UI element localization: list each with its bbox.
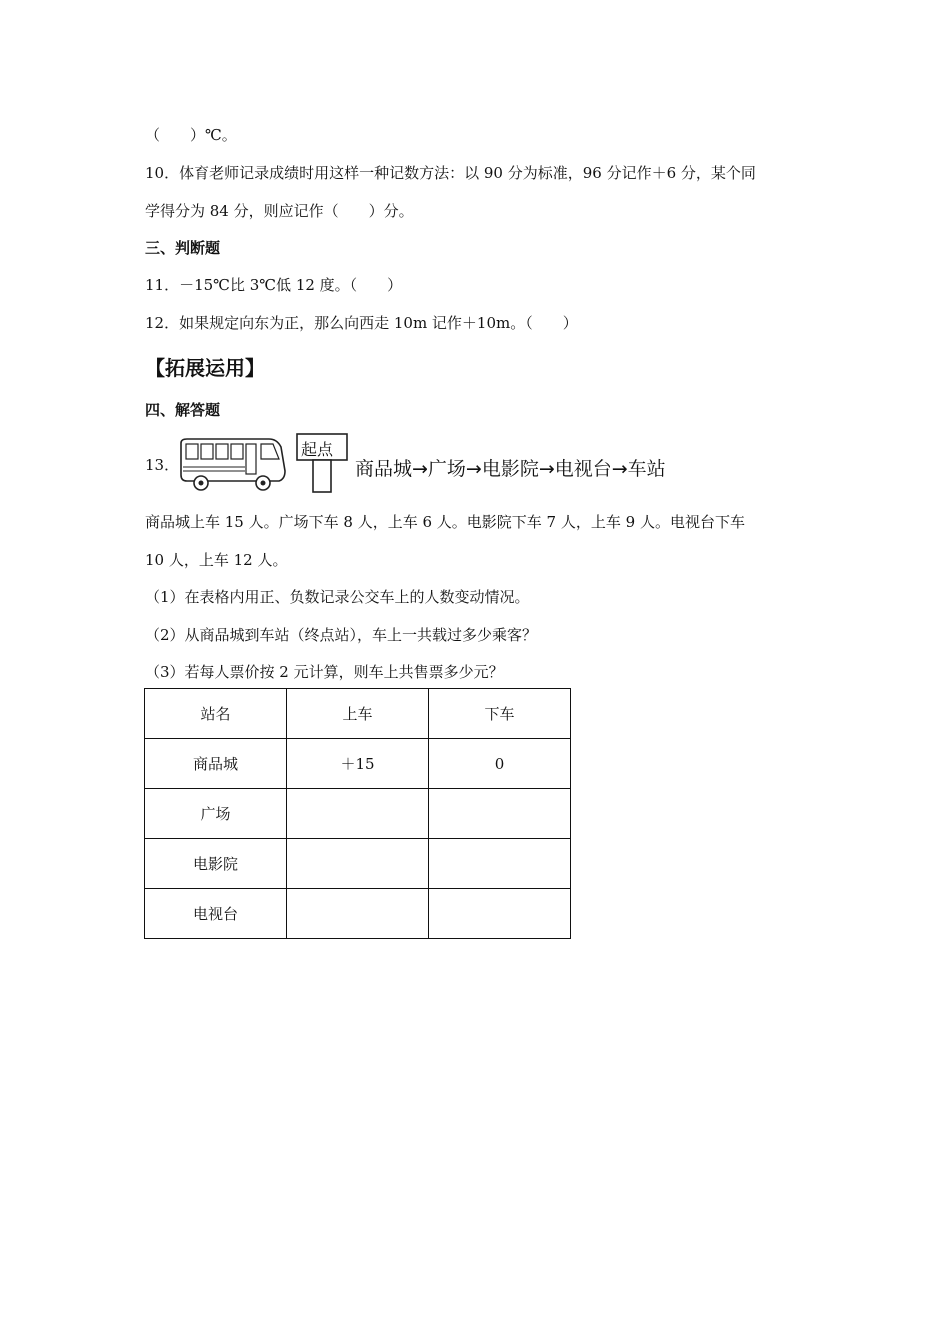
table-cell <box>287 789 429 839</box>
table-cell <box>429 839 571 889</box>
q13-line-1: 商品城上车 15 人。广场下车 8 人，上车 6 人。电影院下车 7 人，上车 9 人。电视台下车 <box>145 513 745 531</box>
section-judgment-heading: 三、判断题 <box>145 239 221 257</box>
q13-subq-3: （3）若每人票价按 2 元计算，则车上共售票多少元？ <box>145 663 504 681</box>
extension-section-title: 【拓展运用】 <box>145 356 265 380</box>
q12-line: 12．如果规定向东为正，那么向西走 10m 记作＋10m。（ ） <box>145 314 578 332</box>
passenger-table <box>144 688 571 939</box>
table-cell <box>287 889 429 939</box>
section-answer-heading: 四、解答题 <box>145 401 221 419</box>
q10-line-2: 学得分为 84 分，则应记作（ ）分。 <box>145 202 414 220</box>
table-row <box>145 889 571 939</box>
q10-line-1: 10．体育老师记录成绩时用这样一种记数方法：以 90 分为标准，96 分记作＋6 分，某个同 <box>145 164 756 182</box>
table-header-row <box>145 689 571 739</box>
table-header-cell: 下车 <box>429 689 571 739</box>
q9-answer-line: （ ）℃。 <box>145 126 237 144</box>
table-header-cell: 上车 <box>287 689 429 739</box>
table-cell <box>287 839 429 889</box>
table-header-cell: 站名 <box>145 689 287 739</box>
q13-subq-1: （1）在表格内用正、负数记录公交车上的人数变动情况。 <box>145 588 530 606</box>
start-sign-label: 起点 <box>301 440 334 459</box>
bus-route-text: 商品城→广场→电影院→电视台→车站 <box>355 458 666 480</box>
table-cell: 广场 <box>145 789 287 839</box>
table-cell <box>429 889 571 939</box>
q13-subq-2: （2）从商品城到车站（终点站），车上一共载过多少乘客？ <box>145 626 538 644</box>
bus-icon <box>177 437 289 493</box>
table-cell: 电影院 <box>145 839 287 889</box>
q13-number: 13． <box>145 456 180 474</box>
start-sign-icon <box>295 432 351 494</box>
table-cell: 0 <box>429 739 571 789</box>
table-row <box>145 739 571 789</box>
table-cell: ＋15 <box>287 739 429 789</box>
table-row <box>145 839 571 889</box>
q11-line: 11．－15℃比 3℃低 12 度。（ ） <box>145 276 403 294</box>
table-cell: 电视台 <box>145 889 287 939</box>
table-row <box>145 789 571 839</box>
table-cell <box>429 789 571 839</box>
q13-line-2: 10 人，上车 12 人。 <box>145 551 288 569</box>
table-cell: 商品城 <box>145 739 287 789</box>
